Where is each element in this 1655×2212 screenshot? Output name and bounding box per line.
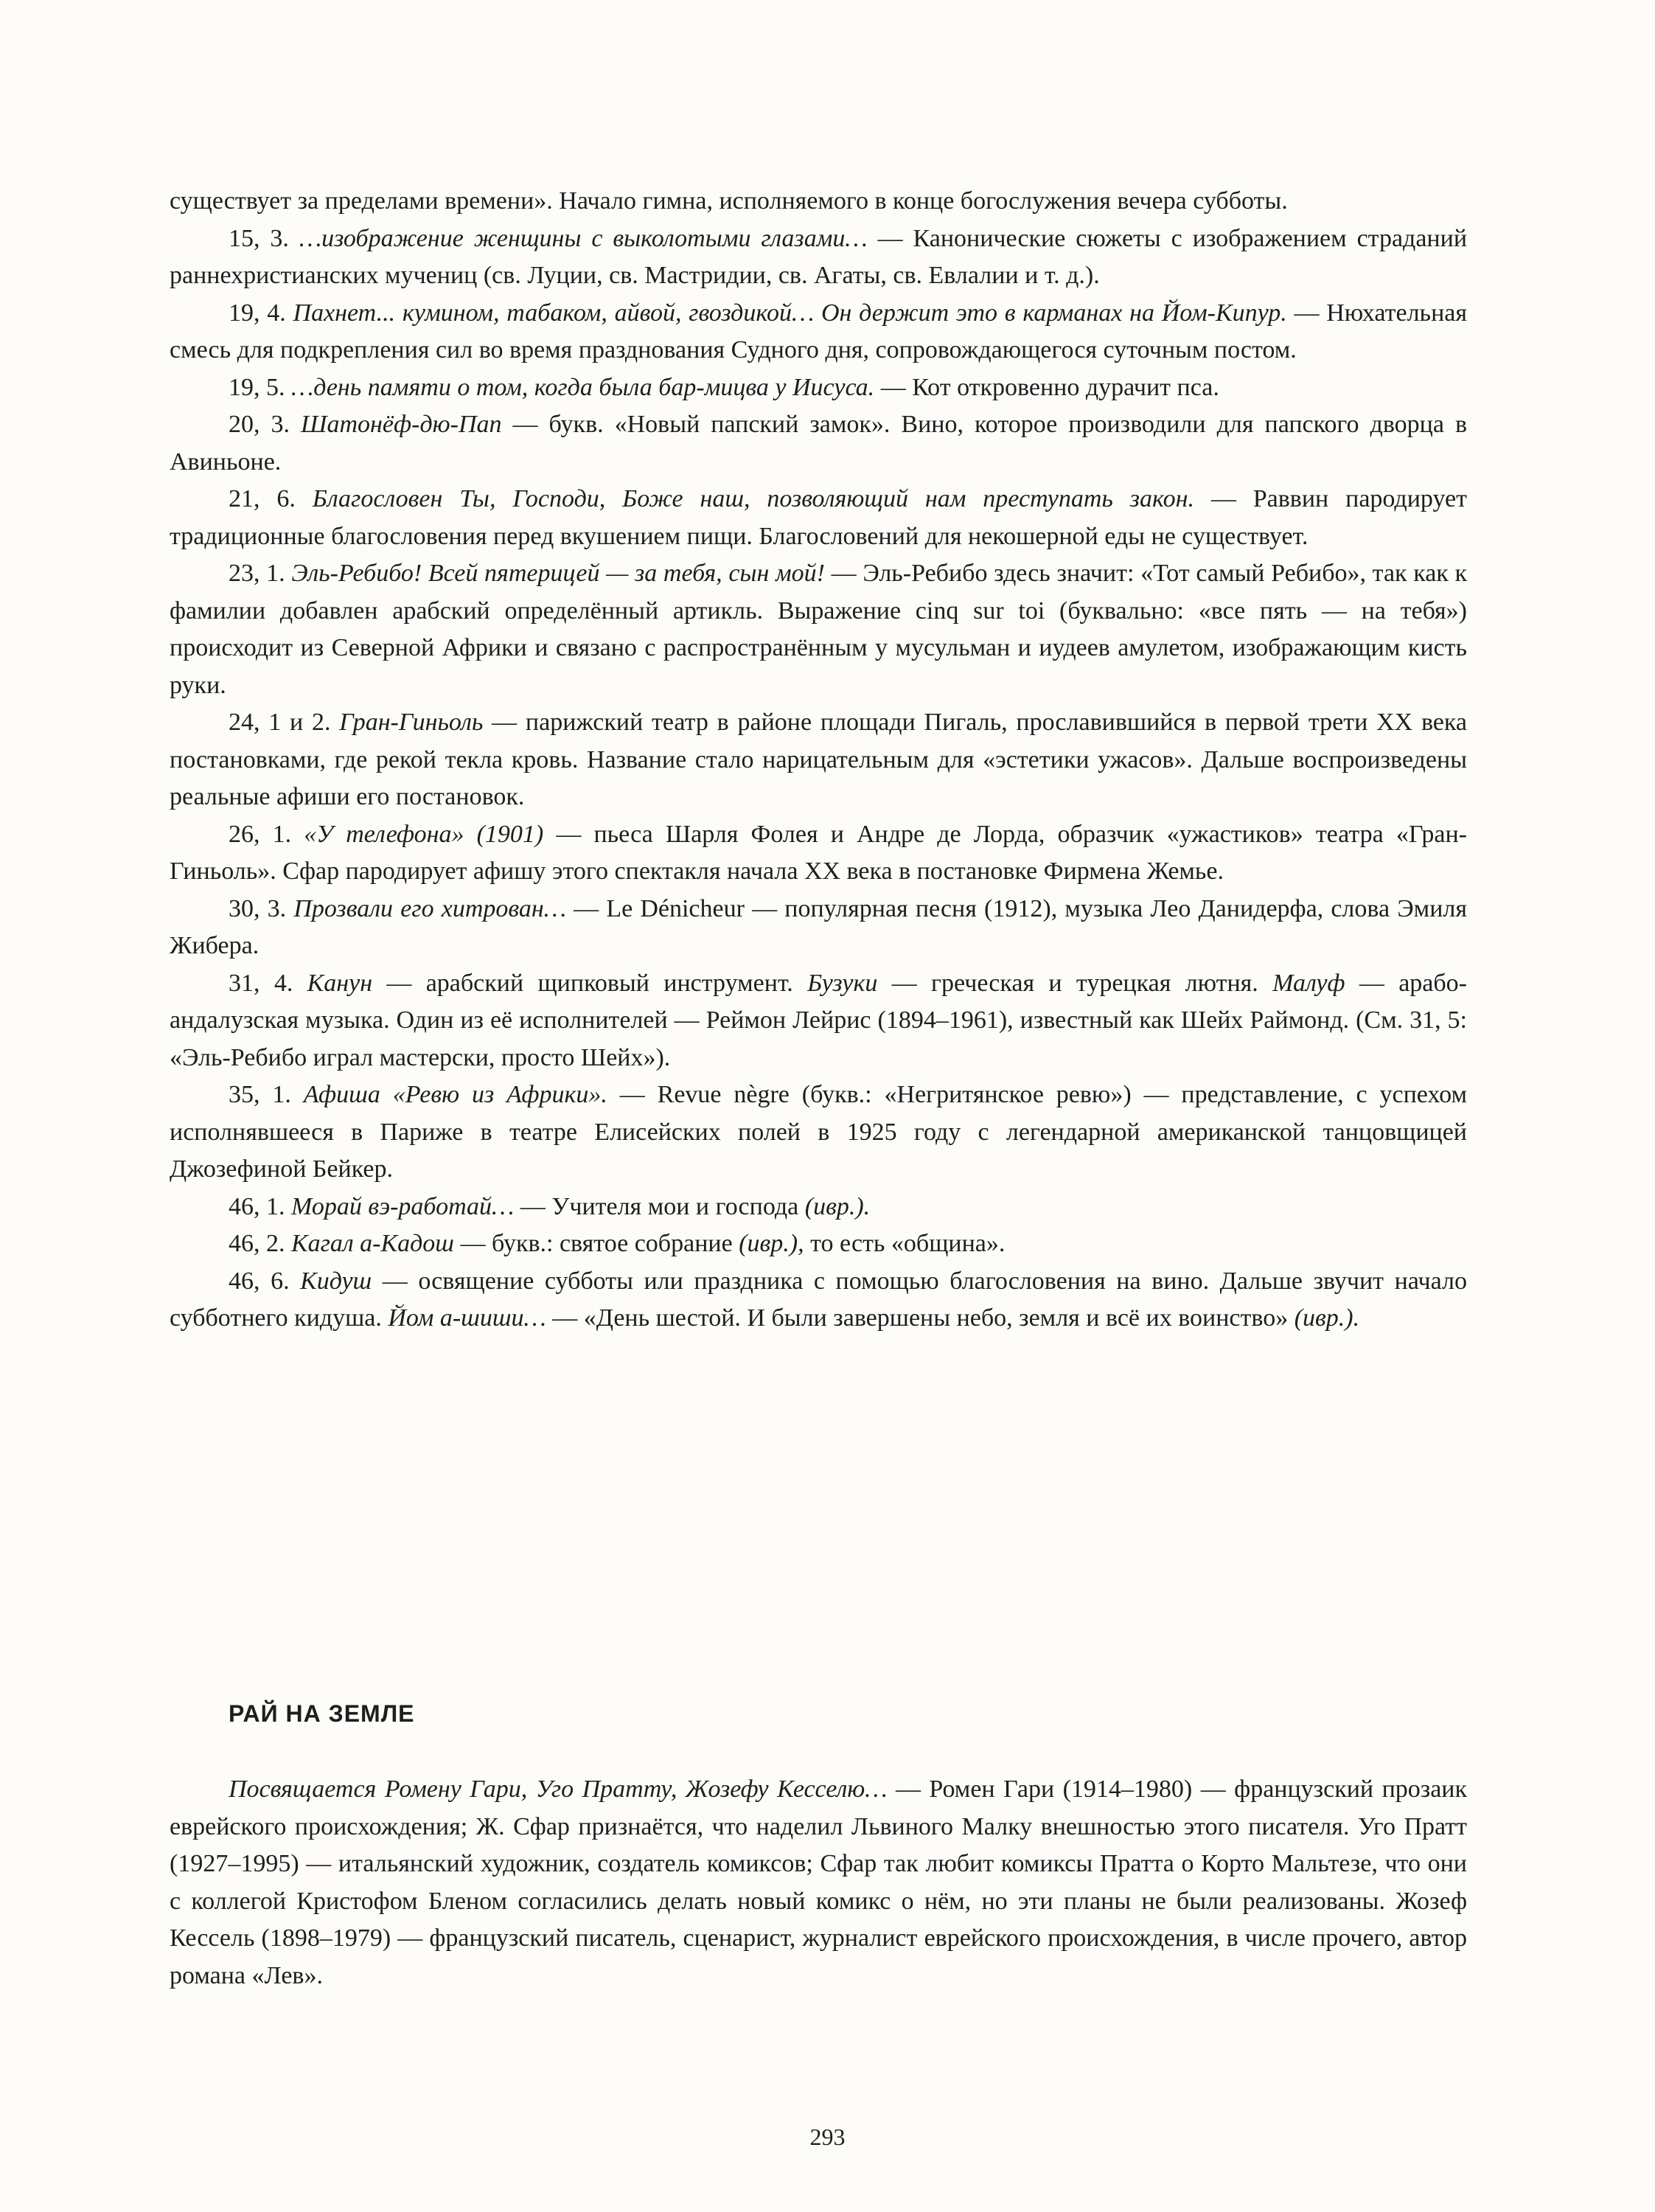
italic-text: «У телефона» (1901)	[304, 820, 544, 848]
note-paragraph	[170, 295, 1467, 369]
note-paragraph	[170, 406, 1467, 481]
italic-text: Бузуки	[807, 969, 878, 997]
plain-text: 19, 5.	[229, 373, 291, 401]
italic-text: (ивр.).	[804, 1192, 871, 1220]
plain-text: то есть «община».	[804, 1230, 1006, 1257]
italic-text: Малуф	[1272, 969, 1345, 997]
plain-text: 21, 6.	[229, 485, 313, 512]
note-paragraph	[170, 183, 1467, 220]
notes-list	[170, 183, 1467, 1338]
note-paragraph	[170, 1225, 1467, 1263]
note-paragraph	[170, 965, 1467, 1077]
plain-text: — Учителя мои и господа	[514, 1192, 805, 1220]
note-paragraph	[170, 481, 1467, 555]
plain-text: — арабский щипковый инструмент.	[372, 969, 808, 997]
plain-text: существует за пределами времени». Начало гимна, исполняемого в конце богослужения вечера субботы.	[170, 187, 1288, 215]
note-paragraph	[170, 220, 1467, 295]
section-heading: РАЙ НА ЗЕМЛЕ	[229, 1700, 415, 1727]
note-paragraph	[170, 555, 1467, 704]
note-paragraph	[170, 704, 1467, 816]
note-paragraph	[170, 891, 1467, 965]
plain-text: — Ромен Гари (1914–1980) — французский прозаик еврейского происхождения; Ж. Сфар признаётся, что наделил Львиного Малку внешностью этого писателя. Уго Пратт (1927–1995) — итальянский художник, создатель комиксов; Сфар так любит комиксы Пратта о Корто Мальтезе, что они с коллегой Кристофом Бленом согласились делать новый комикс о нём, но эти планы не были реализованы. Жозеф Кессель (1898–1979) — французский писатель, сценарист, журналист еврейского происхождения, в числе прочего, автор романа «Лев».	[170, 1775, 1467, 1989]
plain-text: — Раввин пародирует традиционные благословения перед вкушением пищи. Благословений для некошерной еды не существует.	[170, 485, 1467, 550]
italic-text: …день памяти о том, когда была бар-мицва у Иисуса.	[291, 373, 875, 401]
italic-text: Морай вэ-работай…	[291, 1192, 515, 1220]
plain-text: 20, 3.	[229, 411, 302, 438]
italic-text: Гран-Гиньоль	[339, 709, 484, 736]
plain-text: — Нюхательная смесь для подкрепления сил во время празднования Судного дня, сопровождающегося суточным постом.	[170, 299, 1467, 364]
plain-text: 26, 1.	[229, 820, 304, 848]
italic-text: Прозвали его хитрован…	[293, 894, 566, 922]
plain-text: — «День шестой. И были завершены небо, земля и всё их воинство»	[546, 1304, 1295, 1332]
note-paragraph	[170, 1263, 1467, 1338]
plain-text: 35, 1.	[229, 1081, 304, 1108]
plain-text: 46, 6.	[229, 1267, 301, 1295]
plain-text: — Кот откровенно дурачит пса.	[874, 373, 1219, 401]
plain-text: — букв. «Новый папский замок». Вино, которое производили для папского дворца в Авиньоне.	[170, 411, 1468, 476]
italic-text: Кидуш	[300, 1267, 372, 1295]
plain-text: — освящение субботы или праздника с помощью благословения на вино. Дальше звучит начало субботнего кидуша.	[170, 1267, 1467, 1332]
plain-text: — греческая и турецкая лютня.	[877, 969, 1273, 997]
italic-text: Эль-Ребибо! Всей пятерицей — за тебя, сын мой!	[291, 560, 826, 587]
dedication-section	[170, 1771, 1467, 1994]
plain-text: — пьеса Шарля Фолея и Андре де Лорда, образчик «ужастиков» театра «Гран-Гиньоль». Сфар пародирует афишу этого спектакля начала XX века в постановке Фирмена Жемье.	[170, 820, 1467, 885]
italic-text: Пахнет... кумином, табаком, айвой, гвоздикой… Он держит это в карманах на Йом-Кипур.	[293, 299, 1287, 327]
italic-text: Посвящается Ромену Гари, Уго Пратту, Жозефу Кесселю…	[229, 1775, 888, 1803]
plain-text: 23, 1.	[229, 560, 292, 587]
italic-text: Кагал а-Кадош	[291, 1230, 454, 1257]
plain-text: — букв.: святое собрание	[453, 1230, 739, 1257]
plain-text: 15, 3.	[229, 224, 299, 252]
italic-text: (ивр.).	[1294, 1304, 1360, 1332]
plain-text: 46, 1.	[229, 1192, 291, 1220]
note-paragraph	[170, 816, 1467, 891]
plain-text: — арабо-андалузская музыка. Один из её исполнителей — Реймон Лейрис (1894–1961), известный как Шейх Раймонд. (См. 31, 5: «Эль-Ребибо играл мастерски, просто Шейх»).	[170, 969, 1468, 1071]
italic-text: Шатонёф-дю-Пап	[301, 411, 502, 438]
plain-text: — Le Dénicheur — популярная песня (1912), музыка Лео Данидерфа, слова Эмиля Жибера.	[170, 894, 1467, 959]
plain-text: 31, 4.	[229, 969, 307, 997]
plain-text: — парижский театр в районе площади Пигаль, прославившийся в первой трети XX века постановками, где рекой текла кровь. Название стало нарицательным для «эстетики ужасов». Дальше воспроизведены реальные афиши его постановок.	[170, 709, 1467, 810]
dedication-paragraph	[170, 1771, 1467, 1994]
plain-text: — Канонические сюжеты с изображением страданий раннехристианских мучениц (св. Луции, св. Мастридии, св. Агаты, св. Евлалии и т. д.).	[170, 224, 1468, 289]
italic-text: Йом а-шиши…	[388, 1304, 546, 1332]
plain-text: — Revue nègre (букв.: «Негритянское ревю») — представление, с успехом исполнявшееся в Париже в театре Елисейских полей в 1925 году с легендарной американской танцовщицей Джозефиной Бейкер.	[170, 1081, 1468, 1183]
italic-text: …изображение женщины с выколотыми глазами…	[299, 224, 868, 252]
plain-text: 46, 2.	[229, 1230, 291, 1257]
plain-text: 19, 4.	[229, 299, 293, 327]
note-paragraph	[170, 369, 1467, 407]
plain-text: 30, 3.	[229, 894, 294, 922]
italic-text: Канун	[307, 969, 373, 997]
note-paragraph	[170, 1189, 1467, 1226]
page-number: 293	[809, 2124, 846, 2150]
note-paragraph	[170, 1077, 1467, 1189]
plain-text: — Эль-Ребибо здесь значит: «Тот самый Ребибо», так как к фамилии добавлен арабский определённый артикль. Выражение cinq sur toi (буквально: «все пять — на тебя») происходит из Северной Африки и связано с распространённым у мусульман и иудеев амулетом, изображающим кисть руки.	[170, 560, 1468, 699]
italic-text: Афиша «Ревю из Африки».	[303, 1081, 607, 1108]
italic-text: (ивр.),	[739, 1230, 804, 1257]
italic-text: Благословен Ты, Господи, Боже наш, позволяющий нам преступать закон.	[312, 485, 1194, 512]
plain-text: 24, 1 и 2.	[229, 709, 340, 736]
